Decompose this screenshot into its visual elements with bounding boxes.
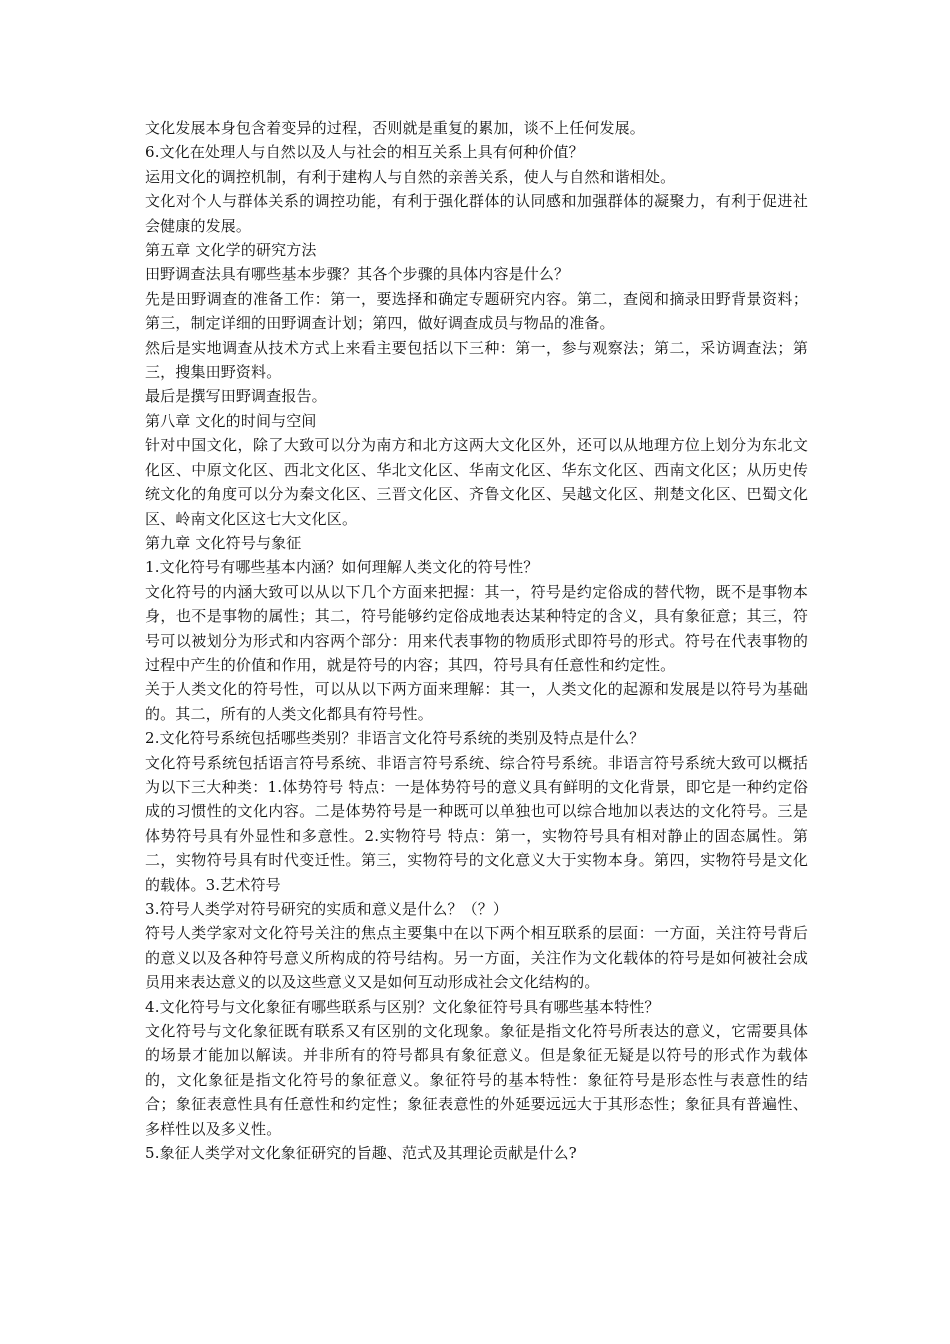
paragraph: 最后是撰写田野调查报告。	[145, 387, 327, 406]
question-heading: 5.象征人类学对文化象征研究的旨趣、范式及其理论贡献是什么?	[145, 1144, 577, 1163]
question-heading: 4.文化符号与文化象征有哪些联系与区别？文化象征符号具有哪些基本特性？	[145, 997, 660, 1016]
paragraph: 然后是实地调查从技术方式上来看主要包括以下三种：第一，参与观察法；第二，采访调查法；第三，搜集田野资料。	[145, 338, 808, 382]
paragraph: 先是田野调查的准备工作：第一，要选择和确定专题研究内容。第二，查阅和摘录田野背景资料；第三，制定详细的田野调查计划；第四，做好调查成员与物品的准备。	[145, 289, 808, 333]
paragraph: 符号人类学家对文化符号关注的焦点主要集中在以下两个相互联系的层面：一方面，关注符号背后的意义以及各种符号意义所构成的符号结构。另一方面，关注作为文化载体的符号是如何被社会成员用来表达意义的以及这些意义又是如何互动形成社会文化结构的。	[145, 924, 808, 992]
paragraph: 文化符号的内涵大致可以从以下几个方面来把握：其一，符号是约定俗成的替代物，既不是事物本身，也不是事物的属性；其二，符号能够约定俗成地表达某种特定的含义，具有象征意；其三，符号可以被划分为形式和内容两个部分：用来代表事物的物质形式即符号的形式。符号在代表事物的过程中产生的价值和作用，就是符号的内容；其四，符号具有任意性和约定性。	[145, 582, 808, 674]
paragraph: 运用文化的调控机制，有利于建构人与自然的亲善关系，使人与自然和谐相处。	[145, 167, 676, 186]
chapter-heading: 第九章 文化符号与象征	[145, 533, 302, 552]
paragraph: 文化符号与文化象征既有联系又有区别的文化现象。象征是指文化符号所表达的意义，它需要具体的场景才能加以解读。并非所有的符号都具有象征意义。但是象征无疑是以符号的形式作为载体的，文化象征是指文化符号的象征意义。象征符号的基本特性：象征符号是形态性与表意性的结合；象征表意性具有任意性和约定性；象征表意性的外延要远远大于其形态性；象征具有普遍性、多样性以及多义性。	[145, 1022, 808, 1138]
question-heading: 3.符号人类学对符号研究的实质和意义是什么？（？）	[145, 900, 509, 918]
question-heading: 2.文化符号系统包括哪些类别？非语言文化符号系统的类别及特点是什么？	[145, 729, 645, 748]
document-page	[145, 116, 808, 1165]
paragraph: 文化符号系统包括语言符号系统、非语言符号系统、综合符号系统。非语言符号系统大致可以概括为以下三大种类：1.体势符号 特点：一是体势符号的意义具有鲜明的文化背景，即它是一种约定俗成的习惯性的文化内容。二是体势符号是一种既可以单独也可以综合地加以表达的文化符号。三是体势符号具有外显性和多意性。2.实物符号 特点：第一，实物符号具有相对静止的固态属性。第二，实物符号具有时代变迁性。第三，实物符号的文化意义大于实物本身。第四，实物符号是文化的载体。3.艺术符号	[145, 753, 808, 894]
question-heading: 1.文化符号有哪些基本内涵？如何理解人类文化的符号性？	[145, 558, 539, 577]
question-heading: 田野调查法具有哪些基本步骤？其各个步骤的具体内容是什么？	[145, 265, 570, 284]
chapter-heading: 第五章 文化学的研究方法	[145, 241, 317, 260]
chapter-heading: 第八章 文化的时间与空间	[145, 411, 317, 430]
paragraph: 文化对个人与群体关系的调控功能，有利于强化群体的认同感和加强群体的凝聚力，有利于促进社会健康的发展。	[145, 192, 808, 235]
question-heading: 6.文化在处理人与自然以及人与社会的相互关系上具有何种价值？	[145, 143, 584, 162]
paragraph: 文化发展本身包含着变异的过程，否则就是重复的累加，谈不上任何发展。	[145, 119, 645, 137]
paragraph: 关于人类文化的符号性，可以从以下两方面来理解：其一，人类文化的起源和发展是以符号为基础的。其二，所有的人类文化都具有符号性。	[145, 680, 808, 723]
paragraph: 针对中国文化，除了大致可以分为南方和北方这两大文化区外，还可以从地理方位上划分为东北文化区、中原文化区、西北文化区、华北文化区、华南文化区、华东文化区、西南文化区；从历史传统文化的角度可以分为秦文化区、三晋文化区、齐鲁文化区、吴越文化区、荆楚文化区、巴蜀文化区、岭南文化区这七大文化区。	[145, 436, 808, 528]
